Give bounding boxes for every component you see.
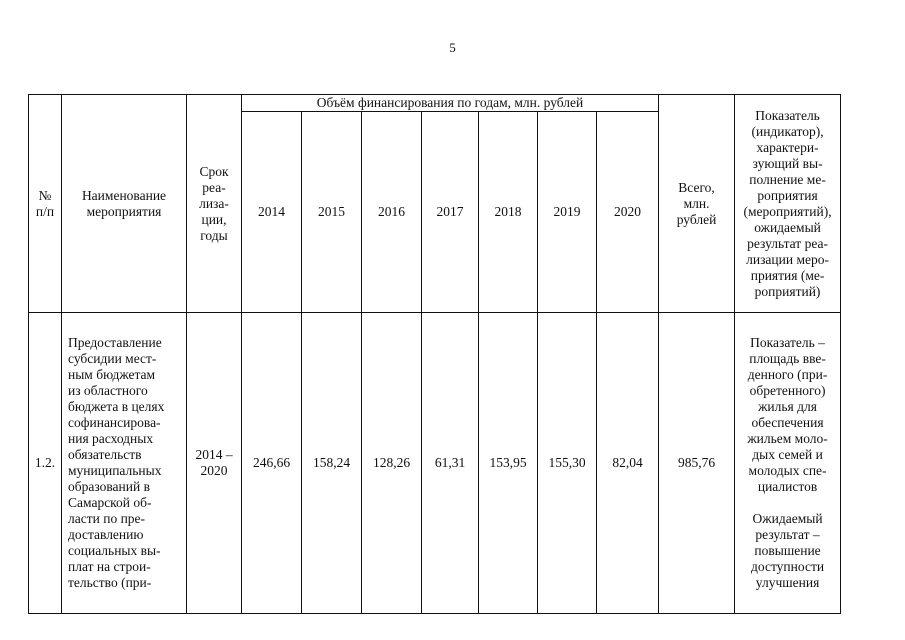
row-value: 155,30: [538, 313, 597, 614]
header-total: Всего, млн. рублей: [659, 95, 735, 313]
row-num: 1.2.: [29, 313, 62, 614]
table-row: [29, 313, 841, 614]
header-term: Срок реа- лиза- ции, годы: [187, 95, 242, 313]
header-year: 2020: [597, 112, 659, 313]
header-year: 2019: [538, 112, 597, 313]
row-value: 128,26: [362, 313, 422, 614]
header-year: 2017: [422, 112, 479, 313]
header-name: Наименование мероприятия: [62, 95, 187, 313]
row-value: 158,24: [302, 313, 362, 614]
row-value: 61,31: [422, 313, 479, 614]
header-num: № п/п: [29, 95, 62, 313]
header-year: 2015: [302, 112, 362, 313]
page-number: 5: [449, 40, 456, 55]
row-value: 246,66: [242, 313, 302, 614]
header-year: 2014: [242, 112, 302, 313]
row-indicator: Показатель – площадь вве- денного (при- обретенного) жилья для обеспечения жильем моло- дых семей и молодых спе- циалистов Ожидаемый результат – повышение доступности улучшения: [735, 313, 841, 614]
row-total: 985,76: [659, 313, 735, 614]
row-value: 82,04: [597, 313, 659, 614]
funding-table: [28, 94, 841, 614]
header-indicator: Показатель (индикатор), характери- зующий вы- полнение ме- роприятия (мероприятий), ожидаемый результат реа- лизации меро- приятия (ме- роприятий): [735, 95, 841, 313]
row-name: Предоставление субсидии мест- ным бюджетам из областного бюджета в целях софинансирова- ния расходных обязательств муниципальных образований в Самарской об- ласти по пре- доставлению социальных вы- плат на строи- тельство (при-: [62, 313, 187, 614]
header-year: 2016: [362, 112, 422, 313]
header-year: 2018: [479, 112, 538, 313]
header-row-top: [29, 95, 841, 112]
row-term: 2014 – 2020: [187, 313, 242, 614]
row-value: 153,95: [479, 313, 538, 614]
header-funding-group: Объём финансирования по годам, млн. рублей: [242, 95, 659, 112]
